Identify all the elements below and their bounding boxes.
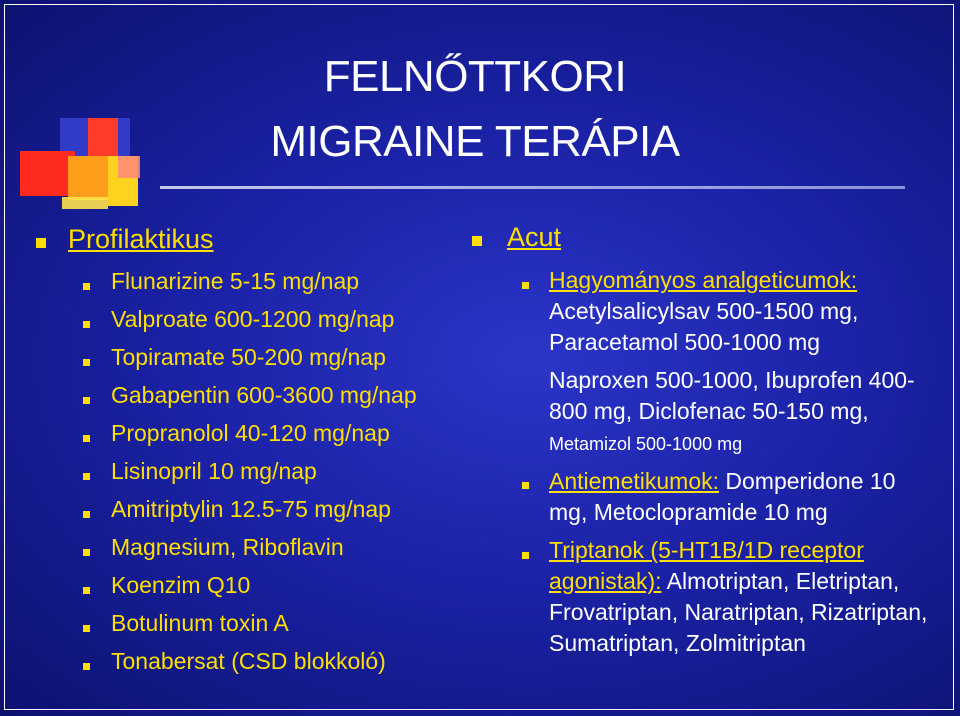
title-underline-rule: [160, 186, 905, 189]
triptan-block: [549, 535, 929, 659]
left-item-bullet: [83, 663, 90, 670]
analgetic-text: Acetylsalicylsav 500-1500 mg, Paracetamol 500-1000 mg: [549, 298, 859, 355]
antiemetic-text: Domperidone 10 mg, Metoclopramide 10 mg: [549, 468, 896, 525]
left-item: Magnesium, Riboflavin: [111, 534, 344, 560]
antiemetic-label: Antiemetikumok:: [549, 468, 720, 494]
left-item: Amitriptylin 12.5-75 mg/nap: [111, 496, 391, 522]
left-item: Topiramate 50-200 mg/nap: [111, 344, 386, 370]
left-item: Propranolol 40-120 mg/nap: [111, 420, 390, 446]
nsaid-text: Naproxen 500-1000, Ibuprofen 400-800 mg, Diclofenac 50-150 mg,: [549, 367, 915, 424]
right-item-bullet: [522, 482, 529, 489]
decor-square-orange: [68, 156, 108, 200]
triptan-text: Almotriptan, Eletriptan, Frovatriptan, Naratriptan, Rizatriptan, Sumatriptan, Zolmitriptan: [549, 568, 928, 656]
antiemetic-block: [549, 466, 929, 528]
left-item-bullet: [83, 283, 90, 290]
slide-title-line1: FELNŐTTKORI: [323, 52, 627, 101]
left-heading: Profilaktikus: [68, 224, 214, 254]
right-item-bullet: [522, 552, 529, 559]
left-item: Koenzim Q10: [111, 572, 251, 598]
left-item-bullet: [83, 625, 90, 632]
triptan-label: Triptanok (5-HT1B/1D receptor agonistak):: [549, 537, 864, 594]
analgetic-label: Hagyományos analgeticumok:: [549, 267, 858, 293]
left-item: Tonabersat (CSD blokkoló): [111, 648, 386, 674]
decor-square-light-yellow: [62, 197, 108, 209]
left-item: Botulinum toxin A: [111, 610, 289, 636]
analgetic-block: [549, 265, 919, 358]
decor-square-red-large: [20, 151, 75, 196]
left-item-bullet: [83, 321, 90, 328]
left-item: Lisinopril 10 mg/nap: [111, 458, 317, 484]
left-heading-bullet: [36, 238, 46, 248]
decor-square-red-top: [88, 118, 118, 158]
right-item-bullet: [522, 282, 529, 289]
left-item-bullet: [83, 435, 90, 442]
left-item: Flunarizine 5-15 mg/nap: [111, 268, 360, 294]
left-item-bullet: [83, 359, 90, 366]
metamizol-text: Metamizol 500-1000 mg: [549, 434, 743, 454]
nsaid-block: [549, 365, 929, 460]
left-item-bullet: [83, 549, 90, 556]
left-item-bullet: [83, 587, 90, 594]
slide-title-line2: MIGRAINE TERÁPIA: [270, 117, 680, 166]
left-item: Gabapentin 600-3600 mg/nap: [111, 382, 417, 408]
decor-square-pink: [118, 156, 140, 178]
left-item-bullet: [83, 473, 90, 480]
left-item: Valproate 600-1200 mg/nap: [111, 306, 395, 332]
right-heading-bullet: [472, 236, 482, 246]
right-heading: Acut: [507, 222, 562, 252]
left-item-bullet: [83, 511, 90, 518]
left-item-bullet: [83, 397, 90, 404]
